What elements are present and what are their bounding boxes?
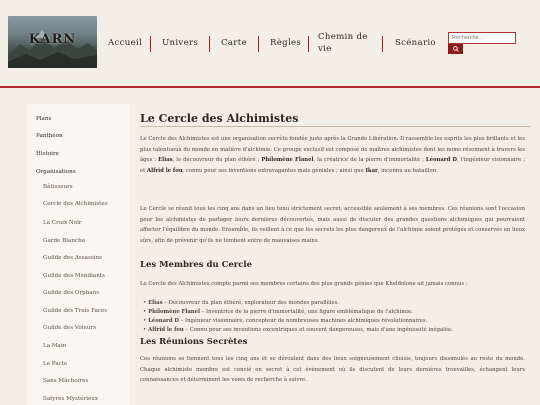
search-input[interactable]	[448, 32, 516, 44]
nav-chemin-de-vie[interactable]: Chemin de vie	[318, 32, 368, 54]
member-name: Alfrid le fou	[146, 167, 183, 174]
nav-divider	[382, 36, 383, 52]
section-heading-meetings: Les Réunions Secrètes	[140, 337, 248, 347]
nav-accueil[interactable]: Accueil	[108, 38, 143, 48]
sidebar-item-histoire[interactable]: Histoire	[36, 151, 59, 157]
sidebar-subitem[interactable]: La Croix Noir	[43, 220, 82, 226]
sidebar-subitem[interactable]: Bâtisseurs	[43, 184, 73, 190]
body-paragraph: Le Cercle se réunit tous les cinq ans dans un lieu tenu strictement secret, accessible seulement à ses membres. Ces réunions sont l'occasion pour les alchimistes de partager leurs dernières découvertes, mais aussi de discuter des grandes questions alchimiques qui pourraient affecter l'équilibre du monde. Ensemble, ils veillent à ce que les secrets les plus dangereux de l'alchimie soient protégés et conservés en lieux sûrs, afin de prévenir qu'ils ne tombent entre de mauvaises mains.	[140, 206, 525, 244]
intro-paragraph: Le Cercle des Alchimistes est une organisation secrète fondée juste après la Grande Libération. Il rassemble les esprits les plus brillants et les plus talentueux du monde en matière d'alchimie. Ce groupe exclusif est composé de maîtres alchimistes dont les noms résonnent à travers les âges : Elias, le découvreur du plan éthéré ; Philomène Flanel, la créatrice de la pierre d'immortalité ; Léonard D, l'ingénieur visionnaire ; et Alfrid le fou, connu pour ses inventions extravagantes mais géniales ; ainsi que Ikar, inconnu au bataillon.	[140, 136, 525, 174]
meetings-paragraph: Ces réunions se tiennent tous les cinq ans et se déroulent dans des lieux soigneusement choisis, toujours dissimulés au reste du monde. Chaque alchimiste membre est convié en secret à cet événement où ils discutent de leurs dernières trouvailles, échangent leurs connaissances et déterminent les voies de recherche à suivre.	[140, 356, 525, 383]
main-content	[130, 104, 540, 405]
site-logo[interactable]	[8, 16, 97, 68]
sidebar-subitem[interactable]: La Main	[43, 343, 67, 349]
search-button[interactable]	[448, 44, 463, 54]
nav-scenario[interactable]: Scénario	[395, 38, 436, 48]
member-name: Léonard D	[425, 157, 458, 163]
list-item: • Alfrid le fou – Connu pour ses inventions excentriques et souvent dangereuses, mais d'une ingéniosité inégalée.	[140, 326, 530, 335]
sidebar-subitem[interactable]: Satyres Mystérieux	[43, 396, 99, 402]
nav-divider	[258, 36, 259, 52]
sidebar-subitem[interactable]: Garde Blanche	[43, 238, 86, 244]
nav-univers[interactable]: Univers	[162, 38, 199, 48]
members-intro: Le Cercle des Alchimistes compte parmi ses membres certains des plus grands génies que Kheldolone ait jamais connus :	[140, 281, 468, 287]
page-title: Le Cercle des Alchimistes	[140, 112, 299, 125]
sidebar-subitem[interactable]: Guilde des Trois Faces	[43, 308, 108, 314]
member-name: Ikar	[365, 167, 378, 174]
nav-divider	[308, 36, 309, 52]
members-list	[140, 299, 530, 335]
sidebar-item-pantheon[interactable]: Panthéon	[36, 133, 63, 139]
list-item: • Léonard D – Ingénieur visionnaire, concepteur de nombreuses machines alchimiques révolutionnaires.	[140, 317, 530, 326]
sidebar-subitem[interactable]: Guilde des Assassins	[43, 255, 102, 261]
list-item: • Elias – Découvreur du plan éthéré, explorateur des mondes parallèles.	[140, 299, 530, 308]
sidebar-item-plans[interactable]: Plans	[36, 116, 52, 122]
nav-divider	[150, 36, 151, 52]
sidebar-subitem[interactable]: Guilde des Mendiants	[43, 273, 105, 279]
nav-regles[interactable]: Règles	[270, 38, 302, 48]
sidebar-item-organisations[interactable]: Organisations	[36, 169, 76, 175]
sidebar-subitem[interactable]: Cercle des Alchimistes	[43, 201, 108, 207]
nav-divider	[209, 36, 210, 52]
logo-text: KARN	[28, 32, 77, 47]
sidebar	[27, 104, 130, 405]
member-name: Elias	[158, 157, 173, 163]
title-divider	[140, 126, 530, 127]
header-divider	[0, 86, 540, 88]
nav-carte[interactable]: Carte	[221, 38, 247, 48]
section-heading-members: Les Membres du Cercle	[140, 260, 253, 270]
list-item: • Philomène Flanel – Inventrice de la pierre d'immortalité, une figure emblématique de l'alchimie.	[140, 308, 530, 317]
member-name: Philomène Flanel	[261, 157, 314, 163]
sidebar-subitem[interactable]: Le Pacte	[43, 361, 68, 367]
sidebar-subitem[interactable]: Sans Mâchoires	[43, 378, 89, 384]
search-icon	[453, 46, 459, 52]
sidebar-subitem[interactable]: Guilde des Orphans	[43, 290, 100, 296]
site-header	[0, 0, 540, 86]
sidebar-subitem[interactable]: Guilde des Voleurs	[43, 325, 96, 331]
